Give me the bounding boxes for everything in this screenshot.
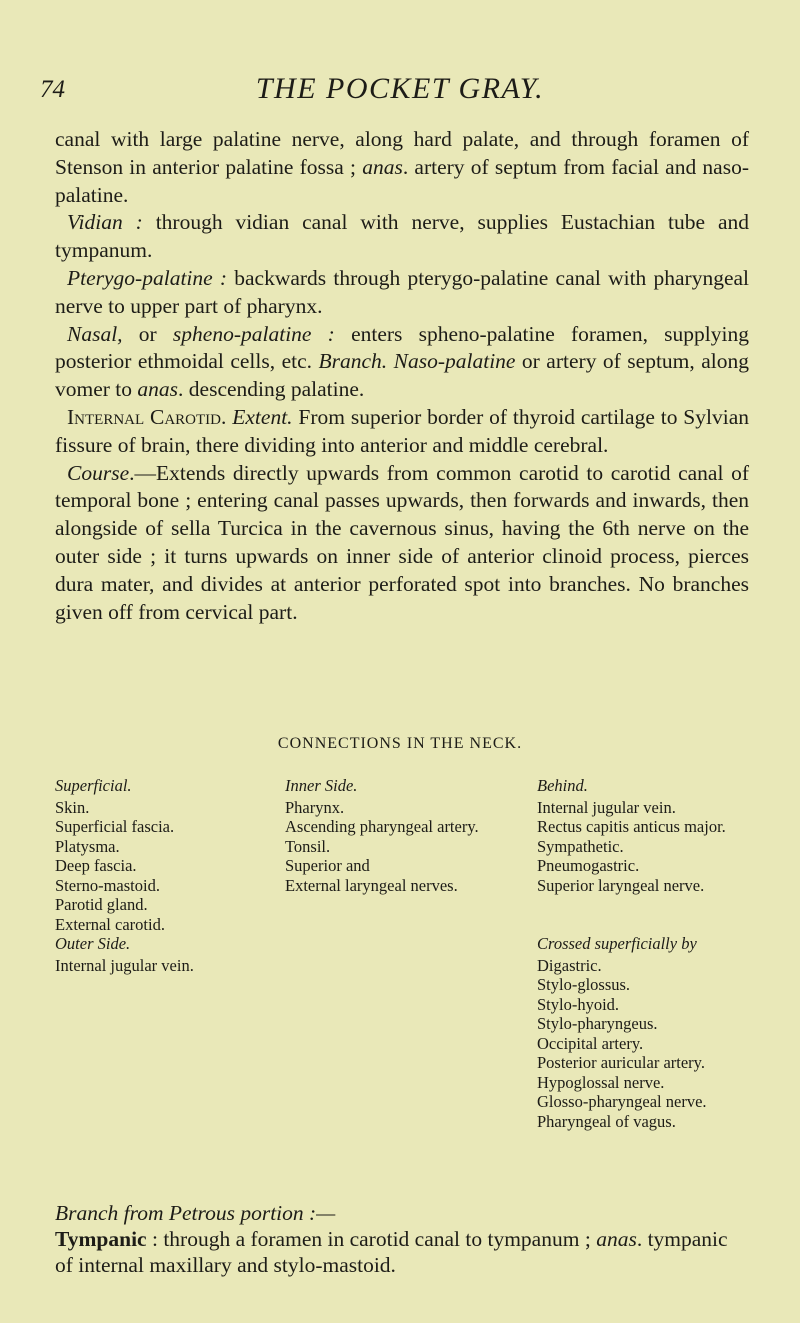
- paragraph-palatine-continued: canal with large palatine nerve, along hard palate, and through foramen of Stenson in anterior palatine fossa ; anas. artery of septum from facial and naso-palatine.: [55, 127, 749, 207]
- list-item: Digastric.: [537, 955, 602, 975]
- list-item: Tonsil.: [285, 836, 331, 856]
- column-heading: Outer Side.: [55, 934, 131, 953]
- paragraph-vidian: Vidian : through vidian canal with nerve, supplies Eustachian tube and tympanum.: [55, 210, 749, 263]
- heading-internal-carotid: Internal Carotid.: [67, 404, 227, 429]
- paragraph-tympanic: Tympanic : through a foramen in carotid canal to tympanum ; anas. tympanic of internal maxillary and stylo-mastoid.: [55, 1227, 728, 1277]
- list-item: Ascending pharyngeal artery.: [285, 817, 479, 836]
- column-inner-side: [285, 776, 505, 895]
- term-nasal: Nasal,: [67, 321, 123, 346]
- list-item: Sympathetic.: [537, 836, 624, 856]
- page-header: [40, 70, 760, 110]
- list-item: Sterno-mastoid.: [55, 875, 160, 895]
- paragraph-nasal: Nasal, or spheno-palatine : enters spheno-palatine foramen, supplying posterior ethmoidal cells, etc. Branch. Naso-palatine or artery of septum, along vomer to anas. descending palatine.: [55, 321, 749, 402]
- list-item: Occipital artery.: [537, 1033, 644, 1053]
- column-superficial: [55, 776, 255, 934]
- running-head: THE POCKET GRAY.: [255, 72, 545, 105]
- list-item: Pharynx.: [285, 797, 345, 817]
- list-item: Superior laryngeal nerve.: [537, 875, 705, 895]
- list-item: Pneumogastric.: [537, 856, 640, 875]
- list-item: Glosso-pharyngeal nerve.: [537, 1092, 707, 1111]
- column-crossed-superficially: [537, 934, 767, 1131]
- list-item: Superior and: [285, 856, 370, 875]
- list-item: Rectus capitis anticus major.: [537, 817, 726, 836]
- term-tympanic: Tympanic: [55, 1227, 147, 1251]
- term-pterygo-palatine: Pterygo-palatine :: [67, 265, 228, 290]
- term-vidian: Vidian :: [67, 210, 143, 235]
- column-heading: Behind.: [537, 776, 588, 795]
- list-item: Internal jugular vein.: [537, 797, 676, 817]
- body-text: [55, 126, 749, 626]
- column-outer-side: [55, 934, 235, 975]
- paragraph-pterygo-palatine: Pterygo-palatine : backwards through pterygo-palatine canal with pharyngeal nerve to upper part of pharynx.: [55, 265, 749, 318]
- paragraph-internal-carotid: Internal Carotid. Extent. From superior border of thyroid cartilage to Sylvian fissure of brain, there dividing into anterior and middle cerebral.: [55, 404, 750, 457]
- term-course: Course: [67, 460, 130, 485]
- list-item: Deep fascia.: [55, 856, 137, 875]
- paragraph-course: Course.—Extends directly upwards from common carotid to carotid canal of temporal bone ; entering canal passes upwards, then forwards and inwards, then alongside of sella Turcica in the cavernous sinus, having the 6th nerve on the outer side ; it turns upwards on inner side of anterior clinoid process, pierces dura mater, and divides at anterior perforated spot into branches. No branches given off from cervical part.: [55, 460, 749, 624]
- list-item: External carotid.: [55, 914, 165, 934]
- column-behind: [537, 776, 767, 895]
- list-item: Parotid gland.: [55, 895, 148, 914]
- list-item: Stylo-pharyngeus.: [537, 1014, 658, 1033]
- branch-section: [55, 1200, 749, 1278]
- list-item: Superficial fascia.: [55, 817, 175, 836]
- column-heading: Inner Side.: [285, 776, 358, 795]
- page-number: 74: [40, 76, 65, 103]
- heading-branch-petrous: Branch from Petrous portion :—: [55, 1201, 336, 1225]
- list-item: Posterior auricular artery.: [537, 1053, 705, 1072]
- column-heading: Superficial.: [55, 776, 132, 795]
- list-item: Internal jugular vein.: [55, 955, 194, 975]
- column-heading: Crossed superficially by: [537, 934, 697, 953]
- list-item: Platysma.: [55, 836, 120, 856]
- connections-title: CONNECTIONS IN THE NECK.: [277, 735, 523, 752]
- list-item: External laryngeal nerves.: [285, 875, 458, 895]
- list-item: Stylo-hyoid.: [537, 994, 620, 1014]
- list-item: Skin.: [55, 797, 90, 817]
- list-item: Pharyngeal of vagus.: [537, 1111, 676, 1131]
- list-item: Stylo-glossus.: [537, 975, 631, 994]
- list-item: Hypoglossal nerve.: [537, 1072, 665, 1092]
